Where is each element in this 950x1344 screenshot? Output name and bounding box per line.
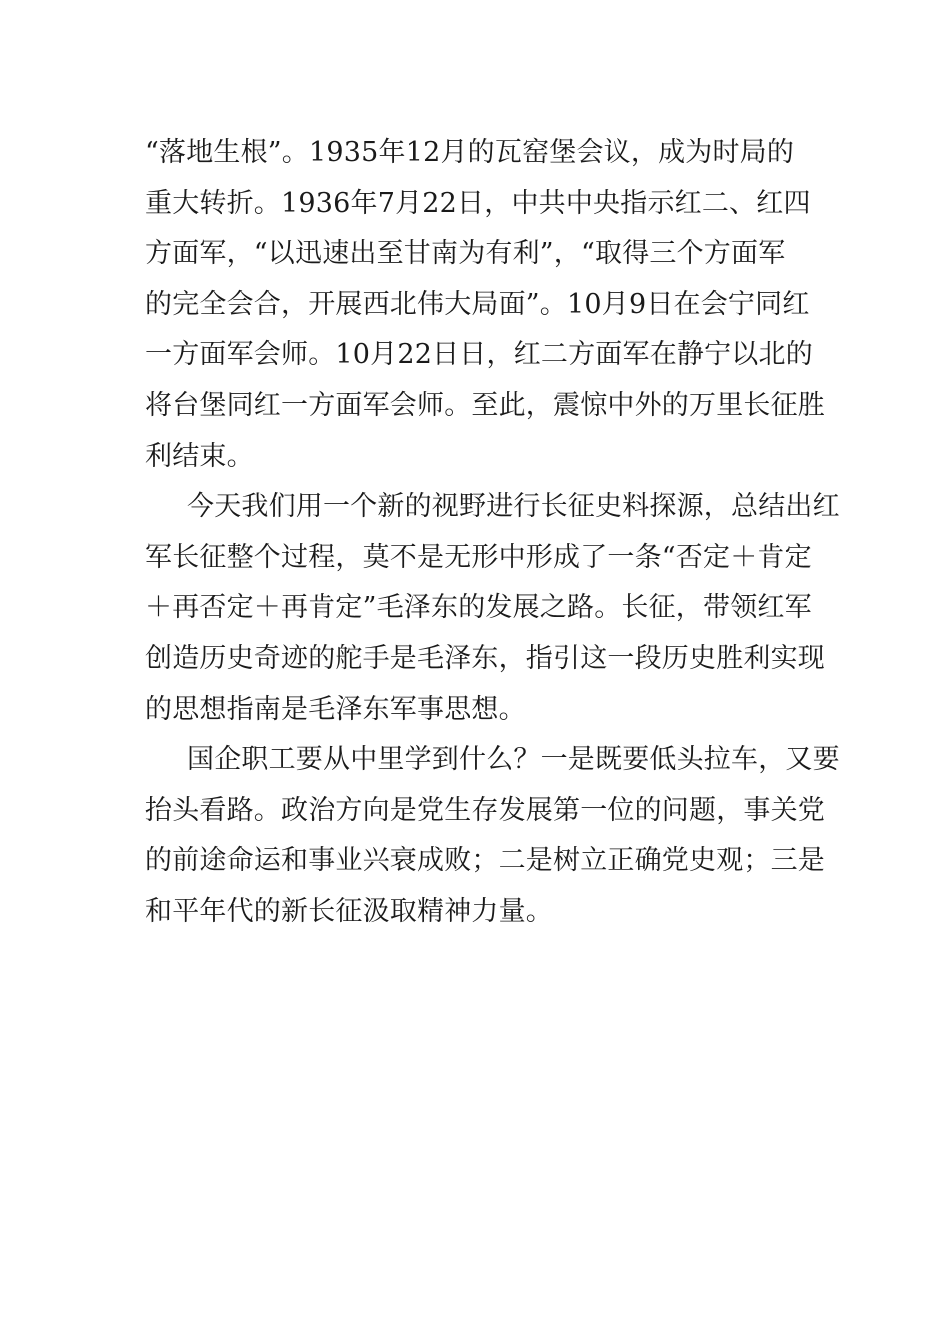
text-line: 将台堡同红一方面军会师。至此，震惊中外的万里长征胜 xyxy=(145,389,825,421)
paragraph-3 xyxy=(145,735,840,937)
text-line: 和平年代的新长征汲取精神力量。 xyxy=(145,895,553,927)
text-line: 的前途命运和事业兴衰成败；二是树立正确党史观；三是 xyxy=(145,845,825,877)
text-line: 的思想指南是毛泽东军事思想。 xyxy=(145,693,526,725)
text-line: “落地生根”。1935年12月的瓦窑堡会议，成为时局的 xyxy=(145,137,795,168)
text-line: 国企职工要从中里学到什么？一是既要低头拉车，又要 xyxy=(187,744,840,776)
text-line: 抬头看路。政治方向是党生存发展第一位的问题，事关党 xyxy=(145,794,825,826)
text-line: 的完全会合，开展西北伟大局面”。10月9日在会宁同红 xyxy=(145,288,810,320)
document-body xyxy=(145,128,840,938)
text-line: 今天我们用一个新的视野进行长征史料探源，总结出红 xyxy=(187,491,840,523)
paragraph-2 xyxy=(145,482,840,735)
paragraph-1 xyxy=(145,128,825,482)
text-line: 军长征整个过程，莫不是无形中形成了一条“否定＋肯定 xyxy=(145,541,812,573)
text-line: 一方面军会师。10月22日日，红二方面军在静宁以北的 xyxy=(145,339,813,371)
text-line: 重大转折。1936年7月22日，中共中央指示红二、红四 xyxy=(145,187,811,219)
text-line: ＋再否定＋再肯定”毛泽东的发展之路。长征，带领红军 xyxy=(145,592,812,624)
text-line: 利结束。 xyxy=(145,440,254,472)
text-line: 方面军，“以迅速出至甘南为有利”，“取得三个方面军 xyxy=(145,238,786,270)
text-line: 创造历史奇迹的舵手是毛泽东，指引这一段历史胜利实现 xyxy=(145,642,825,674)
